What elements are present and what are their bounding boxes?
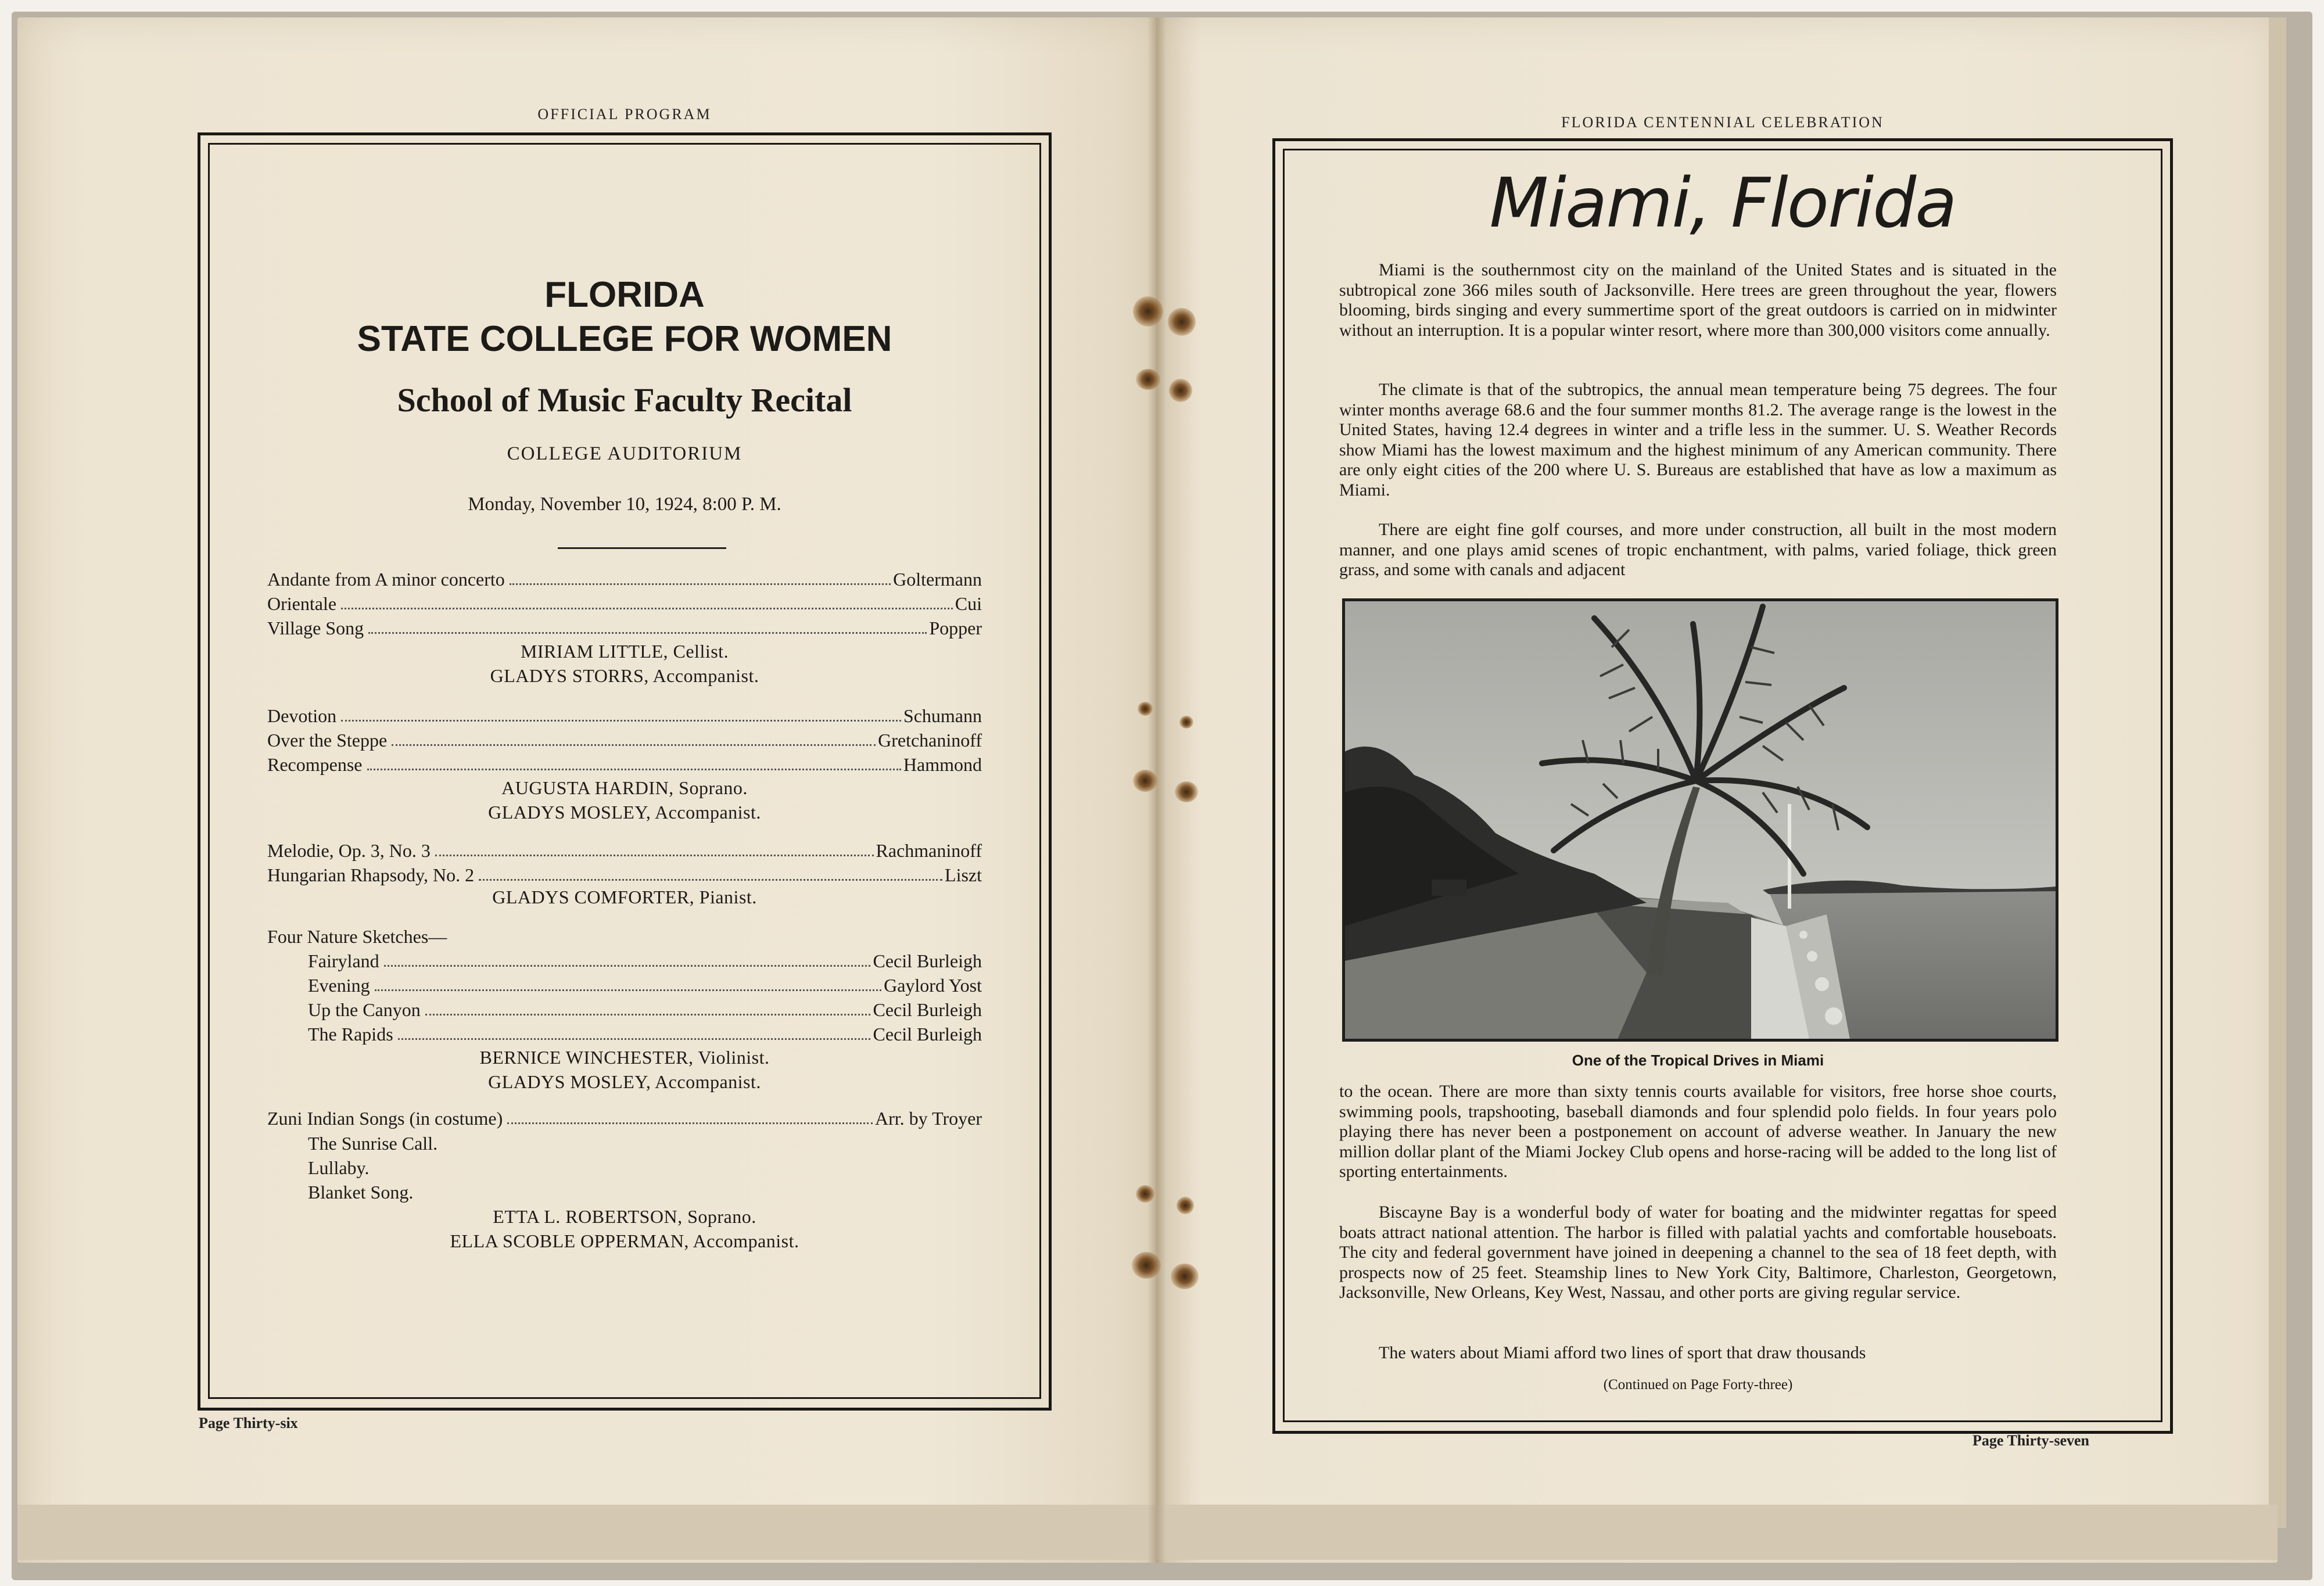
rust-stain <box>1171 1264 1199 1289</box>
page-edge <box>2269 17 2286 1528</box>
program-subtitle: School of Music Faculty Recital <box>397 381 852 419</box>
rust-stain <box>1136 369 1160 390</box>
program-item: Andante from A minor concerto Goltermann <box>267 566 982 592</box>
program-item: Melodie, Op. 3, No. 3 Rachmaninoff <box>267 838 982 863</box>
rust-stain <box>1133 770 1157 792</box>
performer-line: GLADYS COMFORTER, Pianist. <box>492 887 757 907</box>
program-item: Evening Gaylord Yost <box>308 973 982 998</box>
article-paragraph: The waters about Miami afford two lines of sport that draw thousands <box>1379 1343 1866 1362</box>
photo-caption: One of the Tropical Drives in Miami <box>1572 1052 1824 1069</box>
program-item: The Rapids Cecil Burleigh <box>308 1021 982 1047</box>
program-item: Zuni Indian Songs (in costume) Arr. by Troyer <box>267 1106 982 1131</box>
article-paragraph: The climate is that of the subtropics, the annual mean temperature being 75 degrees. The four winter months average 68.6 and the four summer months 81.2. The average range is the lowest in the United States, having 12.4 degrees in winter and a trifle less in the summer. U. S. Weather Records show Miami has the lowest maximum and the highest minimum of any American community. There are only eight cities of the 200 where U. S. Bureaus are established that have as low a maximum as Miami. <box>1339 380 2057 500</box>
photo-illustration <box>1344 601 2056 1039</box>
program-item: Up the Canyon Cecil Burleigh <box>308 997 982 1022</box>
performer-line: BERNICE WINCHESTER, Violinist. <box>479 1047 770 1068</box>
rust-stain <box>1169 379 1192 402</box>
program-title-line2: STATE COLLEGE FOR WOMEN <box>357 319 892 359</box>
rust-stain <box>1136 1185 1154 1203</box>
program-item: Over the Steppe Gretchaninoff <box>267 727 982 753</box>
rust-stain <box>1168 308 1196 336</box>
rust-stain <box>1177 1197 1194 1214</box>
rust-stain <box>1132 1252 1161 1279</box>
performer-line: ELLA SCOBLE OPPERMAN, Accompanist. <box>450 1230 799 1251</box>
song-title: The Sunrise Call. <box>308 1133 438 1154</box>
divider-rule <box>558 547 726 549</box>
performer-line: ETTA L. ROBERTSON, Soprano. <box>493 1206 756 1227</box>
article-paragraph: There are eight fine golf courses, and more under construction, all built in the most modern manner, and one plays amid scenes of tropic enchantment, with palms, varied foliage, thick green grass, and some with canals and adjacent <box>1339 520 2057 579</box>
rust-stain <box>1138 702 1153 716</box>
rust-stain <box>1175 781 1198 802</box>
article-paragraph: Miami is the southernmost city on the mainland of the United States and is situated in the subtropical zone 366 miles south of Jacksonville. Here trees are green throughout the year, flowers blooming, birds singing and every summertime sport of the great outdoors is carried on in midwinter without an interruption. It is a popular winter resort, where more than 300,000 visitors come annually. <box>1339 260 2057 340</box>
right-running-header: FLORIDA CENTENNIAL CELEBRATION <box>1561 114 1884 131</box>
program-venue: COLLEGE AUDITORIUM <box>507 443 743 464</box>
program-item: Fairyland Cecil Burleigh <box>308 948 982 974</box>
program-date: Monday, November 10, 1924, 8:00 P. M. <box>468 494 781 515</box>
right-page-number: Page Thirty-seven <box>1972 1432 2089 1449</box>
performer-line: MIRIAM LITTLE, Cellist. <box>520 641 729 662</box>
left-running-header: OFFICIAL PROGRAM <box>537 106 712 123</box>
article-paragraph: to the ocean. There are more than sixty tennis courts available for visitors, free horse shoe courts, swimming pools, trapshooting, baseball diamonds and four splendid polo fields. In four years polo playing there has never been a postponement on account of adverse weather. In January the new million dollar plant of the Miami Jockey Club opens and horse-racing will be added to the long list of sporting entertainments. <box>1339 1082 2057 1181</box>
program-item: Hungarian Rhapsody, No. 2 Liszt <box>267 862 982 888</box>
left-page-number: Page Thirty-six <box>199 1415 298 1431</box>
program-item: Recompense Hammond <box>267 752 982 777</box>
performer-line: GLADYS MOSLEY, Accompanist. <box>488 1071 761 1092</box>
article-title: Miami, Florida <box>1489 163 1956 243</box>
song-title: Blanket Song. <box>308 1182 414 1203</box>
continued-note: (Continued on Page Forty-three) <box>1603 1377 1793 1393</box>
tropical-drive-photo <box>1342 598 2058 1042</box>
program-item: Devotion Schumann <box>267 703 982 729</box>
rust-stain <box>1179 716 1193 729</box>
performer-line: GLADYS MOSLEY, Accompanist. <box>488 802 761 823</box>
program-item: Orientale Cui <box>267 591 982 616</box>
performer-line: AUGUSTA HARDIN, Soprano. <box>501 777 748 798</box>
program-title <box>198 273 1052 361</box>
program-item: Village Song Popper <box>267 615 982 641</box>
program-title-line1: FLORIDA <box>544 275 705 315</box>
performer-line: GLADYS STORRS, Accompanist. <box>490 665 759 686</box>
article-paragraph: Biscayne Bay is a wonderful body of water for boating and the midwinter regattas for speed boats attract national attention. The harbor is filled with palatial yachts and comfortable houseboats. The city and federal government have joined in deepening a channel to the sea of 18 feet depth, with prospects now of 25 feet. Steamship lines to New York City, Baltimore, Charleston, Georgetown, Jacksonville, New Orleans, Key West, Nassau, and other ports are giving regular service. <box>1339 1203 2057 1302</box>
program-heading: Four Nature Sketches— <box>267 926 447 947</box>
rust-stain <box>1133 296 1163 326</box>
song-title: Lullaby. <box>308 1157 370 1178</box>
